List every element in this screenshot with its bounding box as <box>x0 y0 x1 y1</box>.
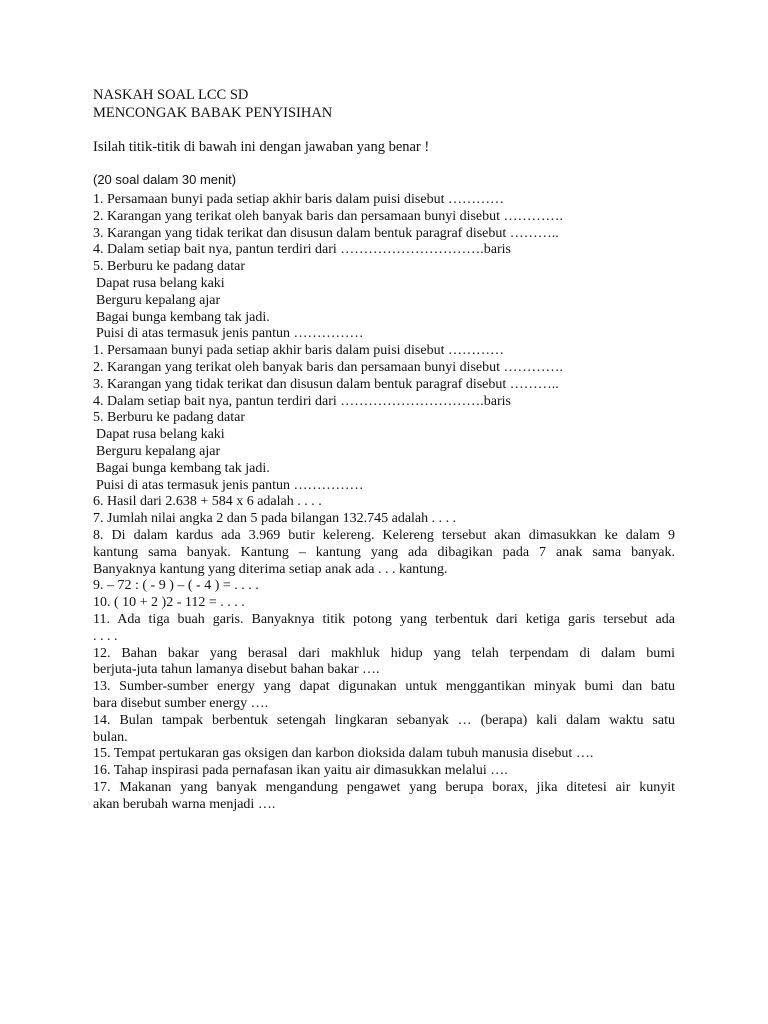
question-line: 5. Berburu ke padang datar <box>93 410 245 426</box>
question-line: 13. Sumber-sumber energy yang dapat digunakan untuk menggantikan minyak bumi dan batu <box>93 679 675 695</box>
pantun-line: Dapat rusa belang kaki <box>96 275 225 291</box>
question-line: 2. Karangan yang terikat oleh banyak baris dan persamaan bunyi disebut …………. <box>93 359 564 375</box>
question-line: 8. Di dalam kardus ada 3.969 butir kelereng. Kelereng tersebut akan dimasukkan ke dalam 9 <box>93 527 675 543</box>
question-line: 9. – 72 : ( - 9 ) – ( - 4 ) = . . . . <box>93 578 259 594</box>
question-line: kantung sama banyak. Kantung – kantung yang ada dibagikan pada 7 anak sama banyak. <box>93 544 675 560</box>
question-line: akan berubah warna menjadi …. <box>93 796 276 812</box>
question-line: 11. Ada tiga buah garis. Banyaknya titik potong yang terbentuk dari ketiga garis tersebut ada <box>93 611 675 627</box>
instruction-text: Isilah titik-titik di bawah ini dengan jawaban yang benar ! <box>93 139 430 155</box>
question-line: 6. Hasil dari 2.638 + 584 x 6 adalah . . . . <box>93 494 322 510</box>
question-line: 7. Jumlah nilai angka 2 dan 5 pada bilangan 132.745 adalah . . . . <box>93 511 457 527</box>
question-line: 15. Tempat pertukaran gas oksigen dan karbon dioksida dalam tubuh manusia disebut …. <box>93 746 594 762</box>
pantun-line: Berguru kepalang ajar <box>96 292 221 308</box>
pantun-line: Dapat rusa belang kaki <box>96 427 225 443</box>
question-line: 1. Persamaan bunyi pada setiap akhir baris dalam puisi disebut ………… <box>93 343 504 359</box>
question-line: 2. Karangan yang terikat oleh banyak baris dan persamaan bunyi disebut …………. <box>93 208 564 224</box>
question-line: 1. Persamaan bunyi pada setiap akhir baris dalam puisi disebut ………… <box>93 192 504 207</box>
pantun-line: Bagai bunga kembang tak jadi. <box>96 309 270 325</box>
pantun-line: Puisi di atas termasuk jenis pantun …………… <box>96 326 364 342</box>
question-line: 5. Berburu ke padang datar <box>93 259 245 275</box>
question-line: 10. ( 10 + 2 )2 - 112 = . . . . <box>93 595 245 611</box>
time-note: (20 soal dalam 30 menit) <box>93 172 237 187</box>
question-list <box>93 192 675 813</box>
question-line: berjuta-juta tahun lamanya disebut bahan bakar …. <box>93 662 380 678</box>
document-title-line-1: NASKAH SOAL LCC SD <box>93 87 249 103</box>
question-line: 3. Karangan yang tidak terikat dan disusun dalam bentuk paragraf disebut ……….. <box>93 376 559 392</box>
question-line: . . . . <box>93 628 118 644</box>
document-title-line-2: MENCONGAK BABAK PENYISIHAN <box>93 105 333 121</box>
pantun-line: Bagai bunga kembang tak jadi. <box>96 460 270 476</box>
question-line: bulan. <box>93 729 128 745</box>
question-line: 4. Dalam setiap bait nya, pantun terdiri dari ………………………….baris <box>93 242 511 258</box>
question-line: 12. Bahan bakar yang berasal dari makhluk hidup yang telah terpendam di dalam bumi <box>93 645 675 661</box>
question-line: 3. Karangan yang tidak terikat dan disusun dalam bentuk paragraf disebut ……….. <box>93 225 559 241</box>
question-line: bara disebut sumber energy …. <box>93 695 269 711</box>
question-line: Banyaknya kantung yang diterima setiap anak ada . . . kantung. <box>93 561 448 577</box>
question-line: 4. Dalam setiap bait nya, pantun terdiri dari ………………………….baris <box>93 393 511 409</box>
question-line: 17. Makanan yang banyak mengandung pengawet yang berupa borax, jika ditetesi air kunyit <box>93 779 675 795</box>
question-line: 14. Bulan tampak berbentuk setengah lingkaran sebanyak … (berapa) kali dalam waktu satu <box>93 712 675 728</box>
question-line: 16. Tahap inspirasi pada pernafasan ikan yaitu air dimasukkan melalui …. <box>93 763 508 779</box>
pantun-line: Berguru kepalang ajar <box>96 443 221 459</box>
pantun-line: Puisi di atas termasuk jenis pantun …………… <box>96 477 364 493</box>
